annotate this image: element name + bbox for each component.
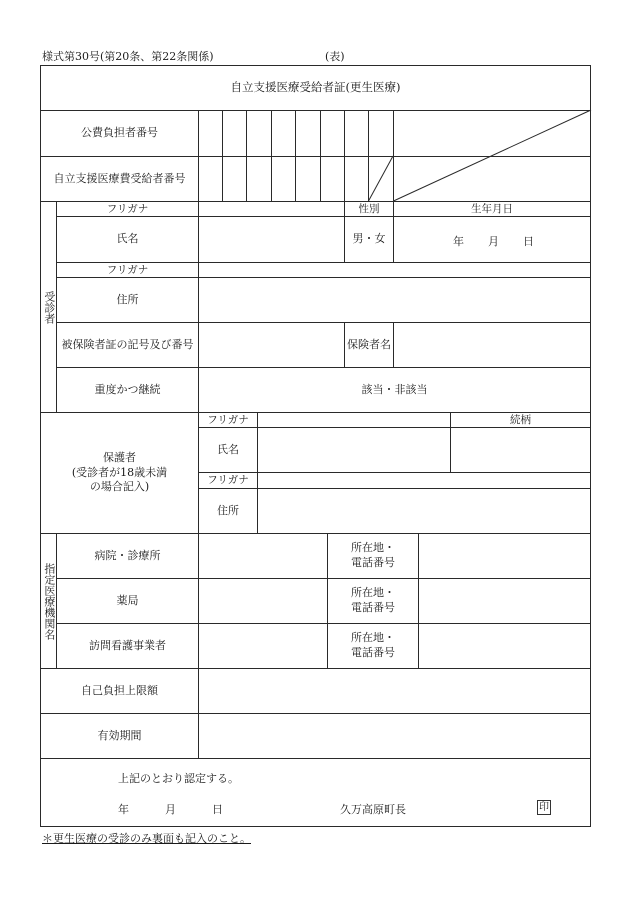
hospital-label: 病院・診療所 bbox=[94, 548, 161, 562]
patient-group-label bbox=[41, 202, 56, 412]
phone-line: 電話番号 bbox=[351, 646, 395, 659]
diagonal-line bbox=[394, 110, 592, 201]
form-side-label: (表) bbox=[325, 50, 345, 63]
gender-label: 性別 bbox=[358, 202, 380, 215]
hospital-location-label bbox=[328, 534, 418, 578]
institutions-group-text: 指定医療機関名 bbox=[42, 562, 56, 640]
payer-number-label: 公費負担者番号 bbox=[81, 126, 158, 140]
pharmacy-label: 薬局 bbox=[116, 593, 139, 607]
furigana-label: フリガナ bbox=[106, 202, 149, 215]
footnote: ＊更生医療の受診のみ裏面も記入のこと。 bbox=[42, 832, 251, 845]
diagonal-line bbox=[369, 156, 394, 201]
phone-line: 電話番号 bbox=[351, 601, 395, 614]
address-label: 住所 bbox=[116, 292, 139, 306]
validity-period-label: 有効期間 bbox=[97, 728, 142, 742]
guardian-label-line: (受診者が18歳未満 bbox=[71, 465, 168, 479]
issuer-name: 久万高原町長 bbox=[340, 803, 406, 816]
certification-statement: 上記のとおり認定する。 bbox=[118, 772, 239, 785]
guardian-address-label: 住所 bbox=[217, 503, 239, 517]
name-label: 氏名 bbox=[116, 232, 139, 246]
birth-day-unit: 日 bbox=[523, 235, 534, 248]
birth-month-unit: 月 bbox=[488, 235, 499, 248]
phone-line: 電話番号 bbox=[351, 556, 395, 569]
insurance-number-label: 被保険者証の記号及び番号 bbox=[61, 337, 194, 351]
location-line: 所在地・ bbox=[351, 631, 395, 645]
form-number: 様式第30号(第20条、第22条関係) bbox=[42, 50, 214, 63]
pharmacy-location-label bbox=[328, 579, 418, 623]
gender-value: 男・女 bbox=[352, 232, 386, 246]
relationship-label: 続柄 bbox=[510, 413, 531, 426]
certificate-title: 自立支援医療受給者証(更生医療) bbox=[230, 80, 401, 95]
nursing-location-label bbox=[328, 624, 418, 668]
guardian-label-line: 保護者 bbox=[103, 450, 136, 464]
guardian-label bbox=[41, 413, 198, 533]
severe-continuous-value: 該当・非該当 bbox=[361, 382, 428, 396]
furigana-label: フリガナ bbox=[106, 263, 149, 276]
cert-year-unit: 年 bbox=[118, 803, 129, 816]
severe-continuous-label: 重度かつ継続 bbox=[94, 382, 161, 396]
birth-year-unit: 年 bbox=[453, 235, 464, 248]
cert-month-unit: 月 bbox=[165, 803, 176, 816]
guardian-name-label: 氏名 bbox=[217, 442, 239, 456]
recipient-number-label: 自立支援医療費受給者番号 bbox=[53, 171, 186, 185]
seal-mark: 印 bbox=[539, 802, 549, 813]
patient-group-text: 受診者 bbox=[42, 290, 56, 324]
insurer-name-label: 保険者名 bbox=[347, 337, 391, 351]
nursing-label: 訪問看護事業者 bbox=[89, 638, 166, 652]
location-line: 所在地・ bbox=[351, 586, 395, 600]
location-line: 所在地・ bbox=[351, 541, 395, 555]
copay-limit-label: 自己負担上限額 bbox=[81, 683, 158, 697]
birthdate-label: 生年月日 bbox=[471, 202, 513, 215]
institutions-group-label bbox=[41, 534, 56, 668]
guardian-furigana-label: フリガナ bbox=[207, 413, 249, 426]
guardian-label-line: の場合記入) bbox=[89, 480, 150, 494]
guardian-furigana-label: フリガナ bbox=[207, 474, 249, 487]
cert-day-unit: 日 bbox=[212, 803, 223, 816]
